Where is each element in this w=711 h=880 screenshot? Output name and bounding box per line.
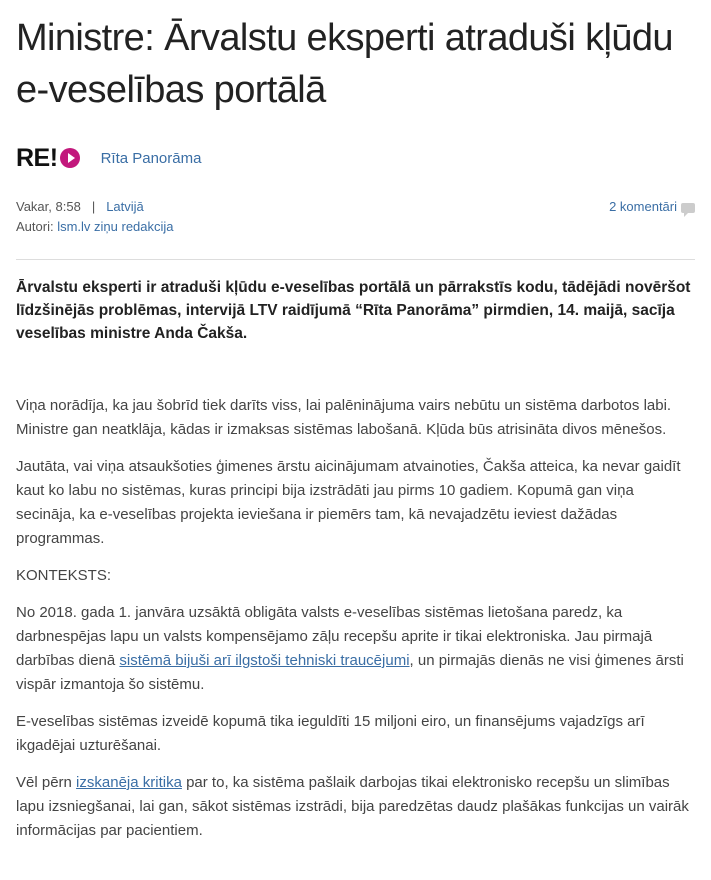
category-link[interactable]: Latvijā: [106, 199, 144, 214]
paragraph-4-text-before: No 2018. gada 1. janvāra uzsāktā obligāta valsts e-veselības sistēmas lietošana paredz, ka darbnespējas lapu un valsts kompensējamo zāļu recepšu aprite ir tikai elektroniska. Jau pirmajā darbības dienā: [16, 604, 653, 669]
publish-time: Vakar, 8:58: [16, 199, 81, 214]
paragraph-1: Viņa norādīja, ka jau šobrīd tiek darīts viss, lai palēninājuma vairs nebūtu un sistēma darbotos labi. Ministre gan neatklāja, kādas ir izmaksas sistēmas labošanā. Kļūda būs atrisināta divos mēnešos.: [16, 397, 672, 438]
paragraph-2: Jautāta, vai viņa atsaukšoties ģimenes ārstu aicinājumam atvainoties, Čakša atteica, ka nevar gaidīt kaut ko labu no sistēmas, kuras principi bija izstrādāti jau pirms 10 gadiem. Kopumā gan viņa secināja, ka e-veselības projekta ieviešana ir piemērs tam, kā nevajadzētu ieviest dažādas programmas.: [16, 458, 681, 547]
re-logo-text: RE!: [16, 144, 58, 172]
authors-line: [16, 217, 695, 237]
article-lead: Ārvalstu eksperti ir atraduši kļūdu e-veselības portālā un pārrakstīs kodu, tādējādi novēršot līdzšinējās problēmas, intervijā LTV raidījumā “Rīta Panorāma” pirmdien, 14. maijā, sacīja veselības ministre Anda Čakša.: [16, 279, 691, 342]
show-row: [16, 143, 695, 173]
paragraph-6: [16, 771, 695, 843]
play-circle-icon: [60, 148, 80, 168]
meta-separator: |: [91, 199, 96, 214]
traucejumi-link[interactable]: sistēmā bijuši arī ilgstoši tehniski traucējumi: [119, 652, 410, 669]
comments-link[interactable]: 2 komentāri: [609, 199, 677, 214]
article-title: Ministre: Ārvalstu eksperti atraduši kļūdu e-veselības portālā: [16, 17, 673, 111]
paragraph-context-label: KONTEKSTS:: [16, 567, 112, 584]
meta-line: [16, 197, 695, 217]
paragraph-6-text-before: Vēl pērn: [16, 774, 77, 791]
paragraph-4-text-after: , un pirmajās dienās ne visi ģimenes ārsti vispār izmantoja šo sistēmu.: [16, 652, 684, 693]
comment-bubble-icon: [681, 203, 695, 213]
authors-link[interactable]: lsm.lv ziņu redakcija: [57, 219, 174, 234]
paragraph-4: [16, 601, 695, 697]
paragraph-5: E-veselības sistēmas izveidē kopumā tika ieguldīti 15 miljoni eiro, un finansējums vajadzīgs arī ikgadējai uzturēšanai.: [16, 713, 645, 754]
re-logo-link[interactable]: [16, 143, 80, 173]
article-meta: [16, 197, 695, 237]
article-body: [16, 394, 695, 843]
authors-label: Autori:: [16, 219, 54, 234]
divider: [16, 259, 695, 260]
show-link[interactable]: Rīta Panorāma: [100, 149, 202, 167]
kritika-link[interactable]: izskanēja kritika: [76, 774, 182, 791]
comments-link-wrap[interactable]: [609, 197, 695, 217]
paragraph-6-text-after: par to, ka sistēma pašlaik darbojas tikai elektronisko recepšu un slimības lapu izsniegšanai, lai gan, sākot sistēmas izstrādi, bija paredzētas daudz plašākas funkcijas un vairāk informācijas par pacientiem.: [16, 774, 689, 839]
